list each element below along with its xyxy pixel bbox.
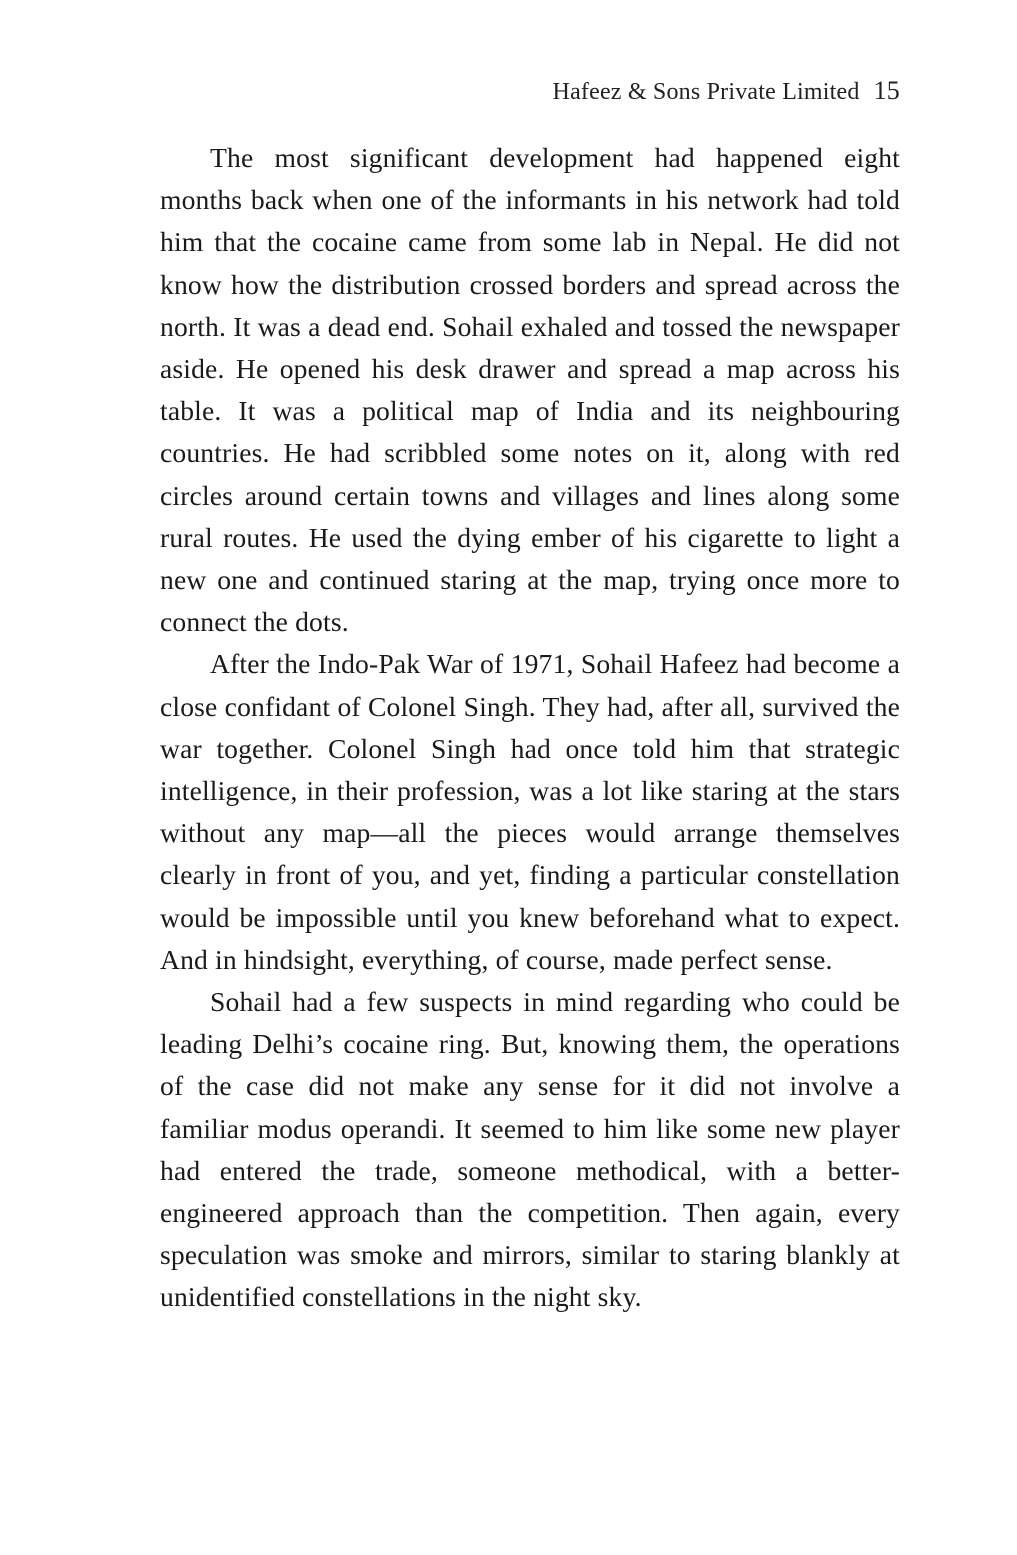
paragraph-2: After the Indo-Pak War of 1971, Sohail Hafeez had become a close confidant of Colonel Singh. They had, after all, survived the war together. Colonel Singh had once told him that strategic intelligence, in their profession, was a lot like staring at the stars without any map—all the pieces would arrange themselves clearly in front of you, and yet, finding a particular constellation would be impossible until you knew beforehand what to expect. And in hindsight, everything, of course, made perfect sense. [160,648,900,975]
running-header [553,76,900,106]
running-title: Hafeez & Sons Private Limited [552,79,860,105]
paragraph-1: The most significant development had happened eight months back when one of the informants in his network had told him that the cocaine came from some lab in Nepal. He did not know how the distribution crossed borders and spread across the north. It was a dead end. Sohail exhaled and tossed the newspaper aside. He opened his desk drawer and spread a map across his table. It was a political map of India and its neighbouring countries. He had scribbled some notes on it, along with red circles around certain towns and villages and lines along some rural routes. He used the dying ember of his cigarette to light a new one and continued staring at the map, trying once more to connect the dots. [160,142,900,638]
paragraph-3: Sohail had a few suspects in mind regarding who could be leading Delhi’s cocaine ring. But, knowing them, the operations of the case did not make any sense for it did not involve a familiar modus operandi. It seemed to him like some new player had entered the trade, someone methodical, with a better-engineered approach than the competition. Then again, every speculation was smoke and mirrors, similar to staring blankly at unidentified constellations in the night sky. [160,986,900,1313]
page-number: 15 [873,76,900,105]
body-text [160,137,900,1319]
